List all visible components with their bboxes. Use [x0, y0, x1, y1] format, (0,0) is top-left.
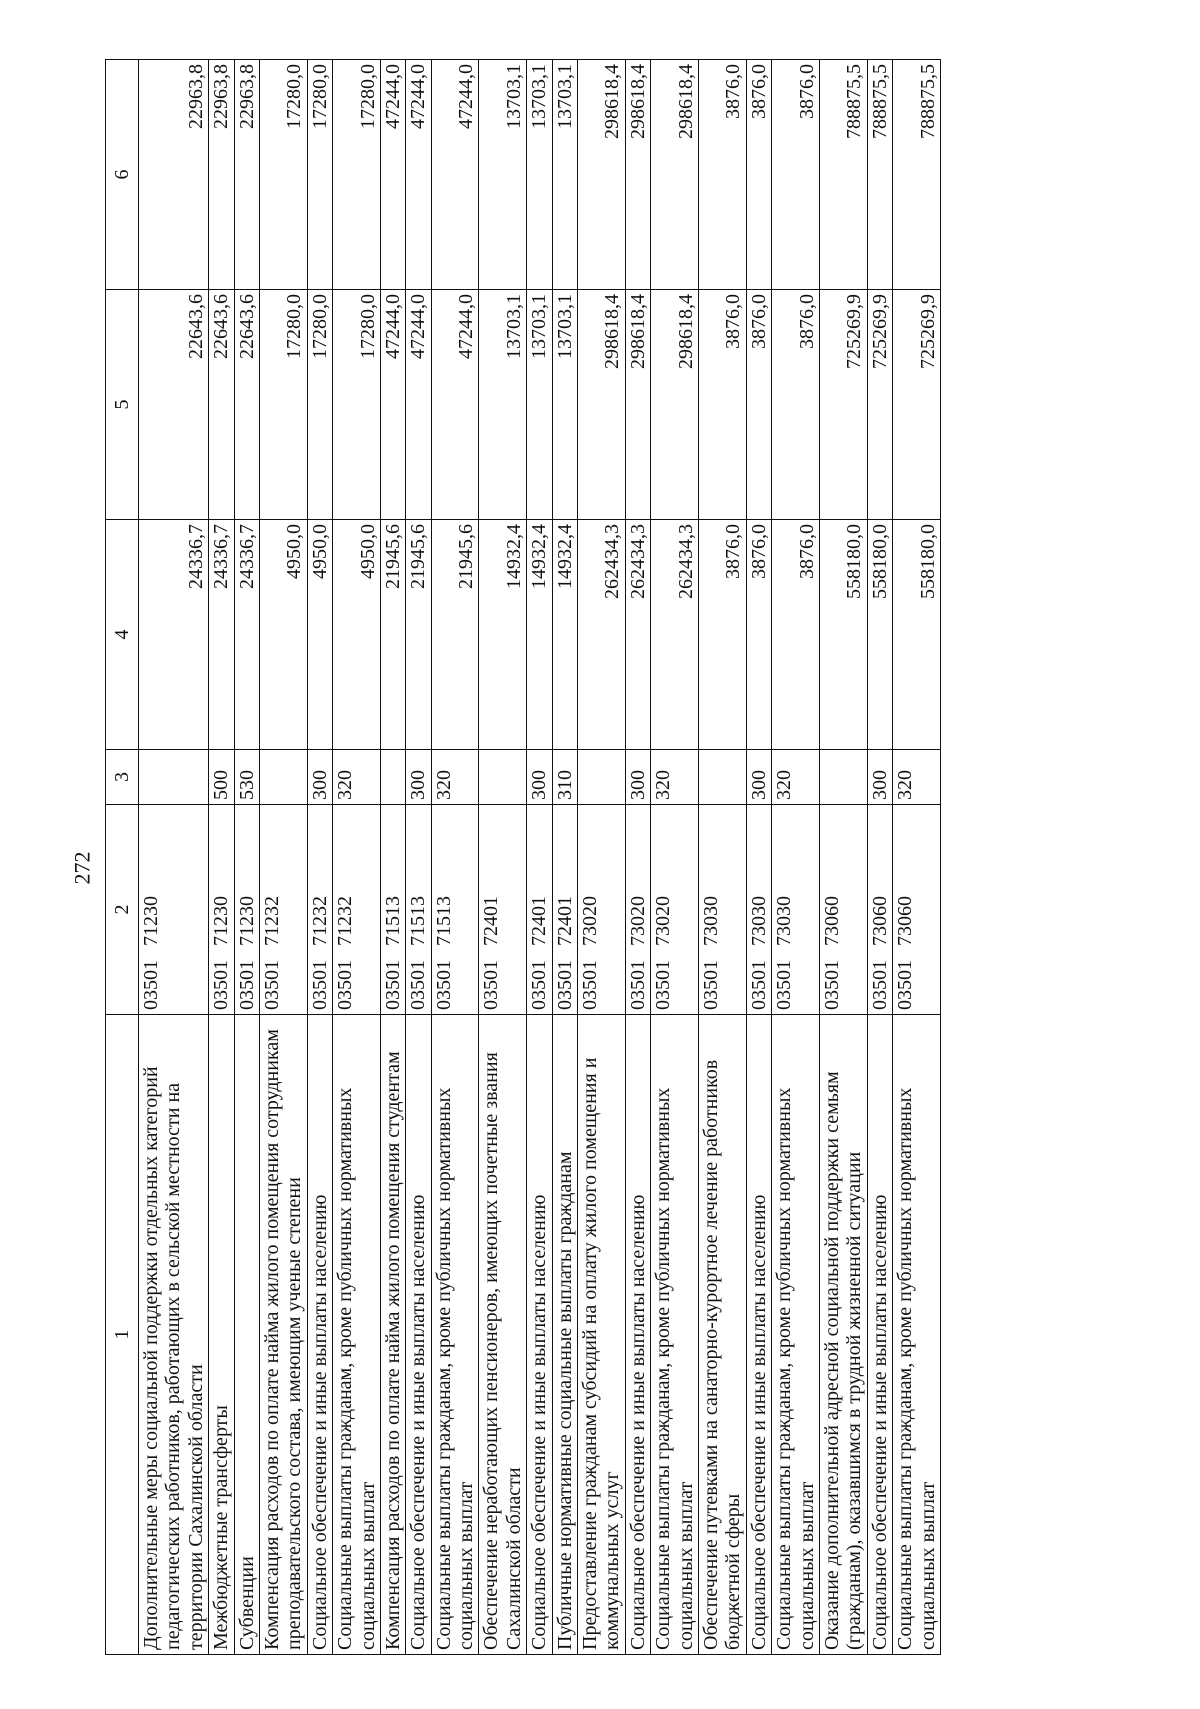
code-program: 03501 [235, 960, 258, 1010]
row-code [552, 805, 577, 1015]
row-value-col4: 4950,0 [333, 520, 381, 750]
row-expense-type [819, 750, 867, 805]
row-expense-type [698, 750, 746, 805]
row-value-col6: 3876,0 [698, 60, 746, 290]
row-value-col5: 725269,9 [867, 290, 892, 520]
table-row [819, 60, 867, 1655]
code-program: 03501 [579, 960, 602, 1010]
row-expense-type: 320 [893, 750, 941, 805]
row-code [698, 805, 746, 1015]
row-value-col4: 262434,3 [578, 520, 626, 750]
row-value-col5: 13703,1 [479, 290, 527, 520]
row-value-col5: 298618,4 [625, 290, 650, 520]
row-code [234, 805, 259, 1015]
row-expense-type [259, 750, 307, 805]
table-row [406, 60, 431, 1655]
row-code [259, 805, 307, 1015]
code-direction: 71230 [235, 896, 258, 946]
code-program: 03501 [140, 960, 162, 1010]
row-expense-type: 300 [307, 750, 332, 805]
row-value-col4: 558180,0 [867, 520, 892, 750]
row-name: Социальное обеспечение и иные выплаты населению [746, 1015, 771, 1655]
row-name: Оказание дополнительной адресной социальной поддержки семьям (гражданам), оказавшимся в трудной жизненной ситуации [819, 1015, 867, 1655]
row-expense-type [479, 750, 527, 805]
row-code [406, 805, 431, 1015]
code-program: 03501 [528, 960, 551, 1010]
header-row [106, 60, 139, 1655]
row-code [209, 805, 234, 1015]
row-value-col6: 788875,5 [819, 60, 867, 290]
table-row [333, 60, 381, 1655]
row-value-col6: 13703,1 [552, 60, 577, 290]
row-code [867, 805, 892, 1015]
row-expense-type: 300 [406, 750, 431, 805]
table-row [893, 60, 941, 1655]
table-row [479, 60, 527, 1655]
code-direction: 72401 [553, 896, 576, 946]
table-row [139, 60, 209, 1655]
row-name: Социальное обеспечение и иные выплаты населению [867, 1015, 892, 1655]
row-name: Социальные выплаты гражданам, кроме публичных нормативных социальных выплат [893, 1015, 941, 1655]
code-program: 03501 [652, 960, 675, 1010]
code-direction: 71230 [210, 896, 233, 946]
row-expense-type [578, 750, 626, 805]
row-expense-type: 300 [746, 750, 771, 805]
code-program: 03501 [381, 960, 404, 1010]
table-row [552, 60, 577, 1655]
table-body [139, 60, 941, 1655]
col-header-2: 2 [106, 805, 139, 1015]
row-value-col5: 13703,1 [552, 290, 577, 520]
row-value-col5: 22643,6 [139, 290, 209, 520]
row-expense-type: 530 [234, 750, 259, 805]
row-value-col6: 47244,0 [406, 60, 431, 290]
row-value-col6: 47244,0 [431, 60, 479, 290]
code-program: 03501 [894, 960, 917, 1010]
row-code [819, 805, 867, 1015]
row-name: Межбюджетные трансферты [209, 1015, 234, 1655]
code-program: 03501 [820, 960, 843, 1010]
row-code [625, 805, 650, 1015]
table-row [867, 60, 892, 1655]
code-direction: 71232 [308, 896, 331, 946]
row-value-col4: 3876,0 [746, 520, 771, 750]
row-value-col4: 14932,4 [552, 520, 577, 750]
code-direction: 73030 [773, 896, 796, 946]
row-name: Дополнительные меры социальной поддержки отдельных категорий педагогических работников, работающих в сельской местности на территории Сахалинской области [139, 1015, 209, 1655]
code-direction: 71513 [407, 896, 430, 946]
row-value-col4: 14932,4 [527, 520, 552, 750]
row-code [578, 805, 626, 1015]
row-value-col5: 47244,0 [380, 290, 405, 520]
row-name: Обеспечение путевками на санаторно-курортное лечение работников бюджетной сферы [698, 1015, 746, 1655]
row-value-col6: 17280,0 [307, 60, 332, 290]
code-program: 03501 [868, 960, 891, 1010]
code-direction: 73060 [868, 896, 891, 946]
code-direction: 72401 [528, 896, 551, 946]
row-code [139, 805, 209, 1015]
row-value-col5: 3876,0 [698, 290, 746, 520]
rotated-page [105, 60, 1105, 1655]
row-value-col4: 14932,4 [479, 520, 527, 750]
row-expense-type: 500 [209, 750, 234, 805]
row-value-col4: 24336,7 [234, 520, 259, 750]
code-direction: 73030 [747, 896, 770, 946]
row-value-col6: 3876,0 [746, 60, 771, 290]
row-code [307, 805, 332, 1015]
code-program: 03501 [210, 960, 233, 1010]
table-row [431, 60, 479, 1655]
code-direction: 71232 [334, 896, 357, 946]
row-expense-type: 320 [772, 750, 820, 805]
row-expense-type [380, 750, 405, 805]
row-value-col4: 4950,0 [259, 520, 307, 750]
row-value-col6: 22963,8 [139, 60, 209, 290]
row-value-col5: 725269,9 [819, 290, 867, 520]
row-value-col4: 24336,7 [139, 520, 209, 750]
code-program: 03501 [308, 960, 331, 1010]
code-direction: 71513 [381, 896, 404, 946]
row-value-col4: 21945,6 [380, 520, 405, 750]
table-row [234, 60, 259, 1655]
row-value-col5: 725269,9 [893, 290, 941, 520]
row-code [380, 805, 405, 1015]
row-value-col4: 21945,6 [406, 520, 431, 750]
row-value-col5: 3876,0 [746, 290, 771, 520]
row-code [527, 805, 552, 1015]
row-value-col6: 17280,0 [333, 60, 381, 290]
code-direction: 73060 [894, 896, 917, 946]
row-value-col5: 3876,0 [772, 290, 820, 520]
col-header-4: 4 [106, 520, 139, 750]
row-value-col6: 17280,0 [259, 60, 307, 290]
row-value-col6: 788875,5 [867, 60, 892, 290]
row-expense-type: 300 [527, 750, 552, 805]
col-header-3: 3 [106, 750, 139, 805]
row-name: Социальные выплаты гражданам, кроме публичных нормативных социальных выплат [333, 1015, 381, 1655]
table-row [625, 60, 650, 1655]
row-expense-type: 320 [333, 750, 381, 805]
row-code [431, 805, 479, 1015]
table-row [772, 60, 820, 1655]
row-expense-type [139, 750, 209, 805]
row-value-col5: 298618,4 [651, 290, 699, 520]
row-code [651, 805, 699, 1015]
code-direction: 71230 [140, 896, 162, 946]
page-number: 272 [69, 851, 95, 885]
row-value-col5: 17280,0 [307, 290, 332, 520]
row-value-col4: 262434,3 [651, 520, 699, 750]
table-row [259, 60, 307, 1655]
row-value-col6: 13703,1 [479, 60, 527, 290]
row-value-col4: 558180,0 [893, 520, 941, 750]
code-program: 03501 [334, 960, 357, 1010]
row-name: Социальные выплаты гражданам, кроме публичных нормативных социальных выплат [772, 1015, 820, 1655]
row-value-col4: 558180,0 [819, 520, 867, 750]
row-value-col6: 13703,1 [527, 60, 552, 290]
code-program: 03501 [626, 960, 649, 1010]
code-program: 03501 [773, 960, 796, 1010]
code-program: 03501 [407, 960, 430, 1010]
row-expense-type: 320 [431, 750, 479, 805]
row-value-col6: 298618,4 [625, 60, 650, 290]
row-name: Социальное обеспечение и иные выплаты населению [625, 1015, 650, 1655]
code-direction: 72401 [480, 896, 503, 946]
row-value-col6: 788875,5 [893, 60, 941, 290]
row-name: Компенсация расходов по оплате найма жилого помещения сотрудникам преподавательского состава, имеющим ученые степени [259, 1015, 307, 1655]
row-code [893, 805, 941, 1015]
table-row [651, 60, 699, 1655]
row-value-col6: 298618,4 [578, 60, 626, 290]
row-value-col5: 47244,0 [406, 290, 431, 520]
row-value-col6: 22963,8 [234, 60, 259, 290]
row-code [479, 805, 527, 1015]
row-expense-type: 300 [625, 750, 650, 805]
row-expense-type: 310 [552, 750, 577, 805]
row-name: Обеспечение неработающих пенсионеров, имеющих почетные звания Сахалинской области [479, 1015, 527, 1655]
code-direction: 71232 [260, 896, 283, 946]
row-code [333, 805, 381, 1015]
row-value-col4: 24336,7 [209, 520, 234, 750]
table-row [209, 60, 234, 1655]
col-header-6: 6 [106, 60, 139, 290]
row-expense-type: 300 [867, 750, 892, 805]
code-direction: 73030 [699, 896, 722, 946]
row-value-col5: 17280,0 [259, 290, 307, 520]
row-value-col5: 13703,1 [527, 290, 552, 520]
code-program: 03501 [747, 960, 770, 1010]
code-direction: 73020 [579, 896, 602, 946]
row-value-col5: 298618,4 [578, 290, 626, 520]
row-value-col5: 22643,6 [234, 290, 259, 520]
code-program: 03501 [699, 960, 722, 1010]
row-name: Субвенции [234, 1015, 259, 1655]
row-expense-type: 320 [651, 750, 699, 805]
table-row [527, 60, 552, 1655]
code-program: 03501 [432, 960, 455, 1010]
code-direction: 73020 [652, 896, 675, 946]
row-value-col5: 47244,0 [431, 290, 479, 520]
code-program: 03501 [480, 960, 503, 1010]
code-program: 03501 [553, 960, 576, 1010]
row-value-col5: 22643,6 [209, 290, 234, 520]
row-name: Предоставление гражданам субсидий на оплату жилого помещения и коммунальных услуг [578, 1015, 626, 1655]
row-value-col4: 3876,0 [772, 520, 820, 750]
row-value-col6: 298618,4 [651, 60, 699, 290]
row-value-col4: 262434,3 [625, 520, 650, 750]
row-value-col6: 47244,0 [380, 60, 405, 290]
row-value-col4: 4950,0 [307, 520, 332, 750]
row-name: Социальное обеспечение и иные выплаты населению [406, 1015, 431, 1655]
code-direction: 73020 [626, 896, 649, 946]
table-row [746, 60, 771, 1655]
row-code [772, 805, 820, 1015]
row-value-col6: 22963,8 [209, 60, 234, 290]
code-program: 03501 [260, 960, 283, 1010]
table-row [698, 60, 746, 1655]
row-code [746, 805, 771, 1015]
row-name: Социальное обеспечение и иные выплаты населению [527, 1015, 552, 1655]
row-value-col6: 3876,0 [772, 60, 820, 290]
code-direction: 71513 [432, 896, 455, 946]
row-value-col5: 17280,0 [333, 290, 381, 520]
row-name: Социальное обеспечение и иные выплаты населению [307, 1015, 332, 1655]
table-row [578, 60, 626, 1655]
row-name: Публичные нормативные социальные выплаты гражданам [552, 1015, 577, 1655]
col-header-5: 5 [106, 290, 139, 520]
table-row [380, 60, 405, 1655]
row-name: Социальные выплаты гражданам, кроме публичных нормативных социальных выплат [651, 1015, 699, 1655]
table-row [307, 60, 332, 1655]
row-name: Социальные выплаты гражданам, кроме публичных нормативных социальных выплат [431, 1015, 479, 1655]
col-header-1: 1 [106, 1015, 139, 1655]
budget-table [105, 59, 941, 1655]
row-value-col4: 21945,6 [431, 520, 479, 750]
row-value-col4: 3876,0 [698, 520, 746, 750]
code-direction: 73060 [820, 896, 843, 946]
row-name: Компенсация расходов по оплате найма жилого помещения студентам [380, 1015, 405, 1655]
